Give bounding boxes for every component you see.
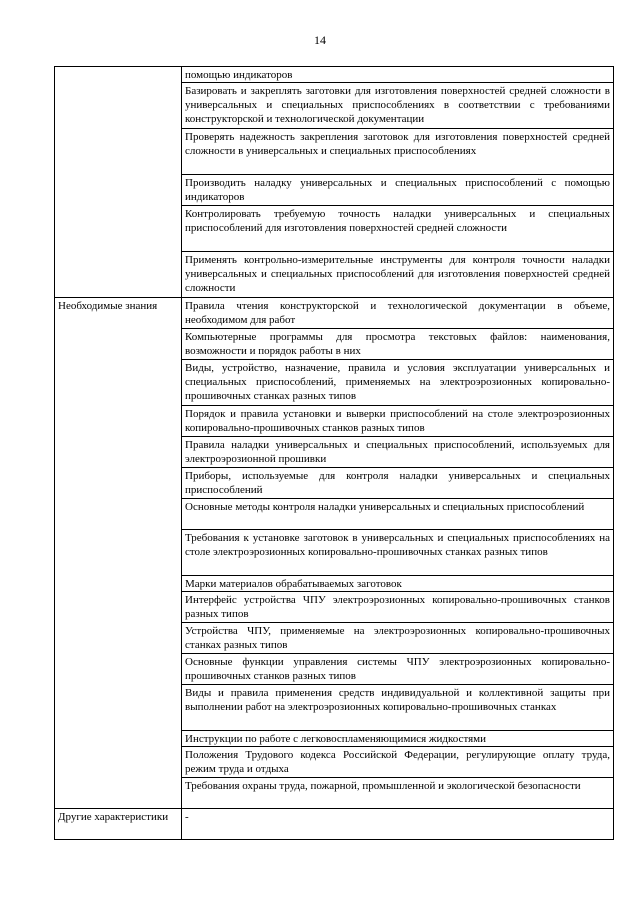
skill-item: Базировать и закреплять заготовки для изготовления поверхностей средней сложности в универсальных и специальных приспособлениях в соответствии с требованиями конструкторской и технологической документации [182,83,614,129]
skill-item: Применять контрольно-измерительные инструменты для контроля точности наладки универсальных и специальных приспособлений для изготовления поверхностей средней сложности [182,252,614,298]
table-row [55,809,614,840]
skill-item: помощью индикаторов [182,67,614,83]
skill-item: Контролировать требуемую точность наладки универсальных и специальных приспособлений для изготовления поверхностей средней сложности [182,206,614,252]
qualification-table [54,66,614,840]
knowledge-label: Необходимые знания [55,298,182,809]
continued-label-cell [55,67,182,298]
knowledge-item: Виды, устройство, назначение, правила и условия эксплуатации универсальных и специальных приспособлений, применяемых на электроэрозионных копировально-прошивочных станках разных типов [182,360,614,406]
skill-item: Проверять надежность закрепления заготовок для изготовления поверхностей средней сложности в универсальных и специальных приспособлениях [182,129,614,175]
knowledge-item: Требования охраны труда, пожарной, промышленной и экологической безопасности [182,778,614,809]
knowledge-item: Требования к установке заготовок в универсальных и специальных приспособлениях на столе электроэрозионных копировально-прошивочных станках разных типов [182,530,614,576]
knowledge-item: Приборы, используемые для контроля наладки универсальных и специальных приспособлений [182,468,614,499]
knowledge-item: Устройства ЧПУ, применяемые на электроэрозионных копировально-прошивочных станках разных типов [182,623,614,654]
knowledge-item: Правила наладки универсальных и специальных приспособлений, используемых для электроэрозионной прошивки [182,437,614,468]
other-value: - [182,809,614,840]
knowledge-item: Виды и правила применения средств индивидуальной и коллективной защиты при выполнении работ на электроэрозионных копировально-прошивочных станках [182,685,614,731]
knowledge-item: Положения Трудового кодекса Российской Федерации, регулирующие оплату труда, режим труда и отдыха [182,747,614,778]
knowledge-item: Инструкции по работе с легковоспламеняющимися жидкостями [182,731,614,747]
knowledge-item: Правила чтения конструкторской и технологической документации в объеме, необходимом для работ [182,298,614,329]
page-number: 14 [314,33,326,47]
knowledge-item: Основные функции управления системы ЧПУ электроэрозионных копировально-прошивочных станков разных типов [182,654,614,685]
knowledge-item: Интерфейс устройства ЧПУ электроэрозионных копировально-прошивочных станков разных типов [182,592,614,623]
knowledge-item: Марки материалов обрабатываемых заготовок [182,576,614,592]
table-row [55,67,614,83]
other-label: Другие характеристики [55,809,182,840]
skill-item: Производить наладку универсальных и специальных приспособлений с помощью индикаторов [182,175,614,206]
knowledge-item: Порядок и правила установки и выверки приспособлений на столе электроэрозионных копировально-прошивочных станков разных типов [182,406,614,437]
table-row [55,298,614,329]
knowledge-item: Компьютерные программы для просмотра текстовых файлов: наименования, возможности и порядок работы в них [182,329,614,360]
knowledge-item: Основные методы контроля наладки универсальных и специальных приспособлений [182,499,614,530]
